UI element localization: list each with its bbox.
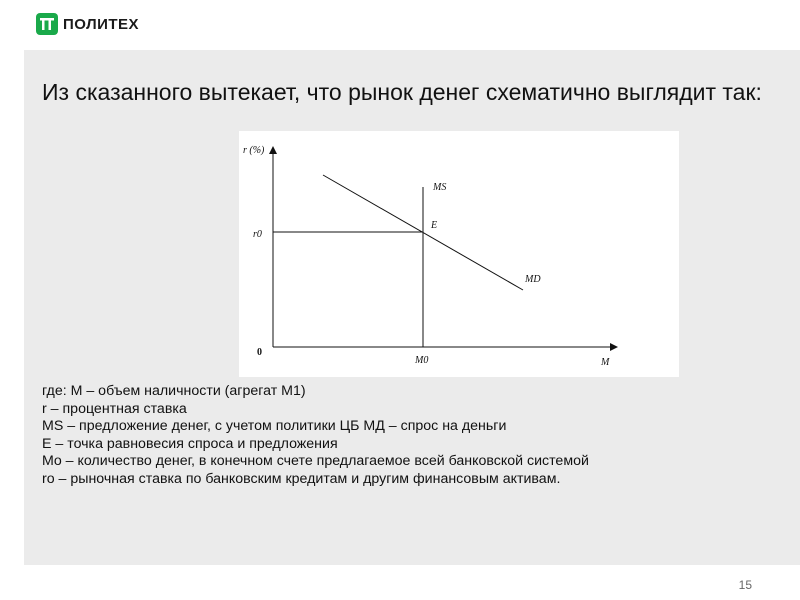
brand-name: ПОЛИТЕХ [63, 15, 140, 33]
politech-logo-icon [36, 13, 58, 35]
page-number: 15 [738, 578, 752, 592]
legend-line: Е – точка равновесия спроса и предложения [42, 435, 338, 452]
legend-line: r – процентная ставка [42, 400, 187, 417]
x-axis-label: M [601, 357, 610, 368]
ms-label: MS [433, 182, 447, 193]
legend-line: где: М – объем наличности (агрегат М1) [42, 383, 306, 399]
brand-logo [36, 13, 139, 35]
legend-text [42, 383, 772, 488]
origin-label: 0 [257, 347, 262, 358]
r0-label: r0 [253, 229, 262, 240]
y-axis-label: r (%) [243, 145, 265, 156]
md-label: MD [525, 274, 541, 285]
equilibrium-label: E [431, 220, 438, 231]
legend-line: MS – предложение денег, с учетом политики ЦБ МД – спрос на деньги [42, 418, 507, 434]
slide-header [0, 0, 800, 50]
legend-line: ro – рыночная ставка по банковским кредитам и другим финансовым активам. [42, 470, 561, 487]
slide-title: Из сказанного вытекает, что рынок денег схематично выглядит так: [42, 79, 762, 105]
m0-label: M0 [415, 355, 429, 366]
legend-line: Mo – количество денег, в конечном счете предлагаемое всей банковской системой [42, 453, 589, 469]
money-market-diagram [239, 131, 679, 377]
